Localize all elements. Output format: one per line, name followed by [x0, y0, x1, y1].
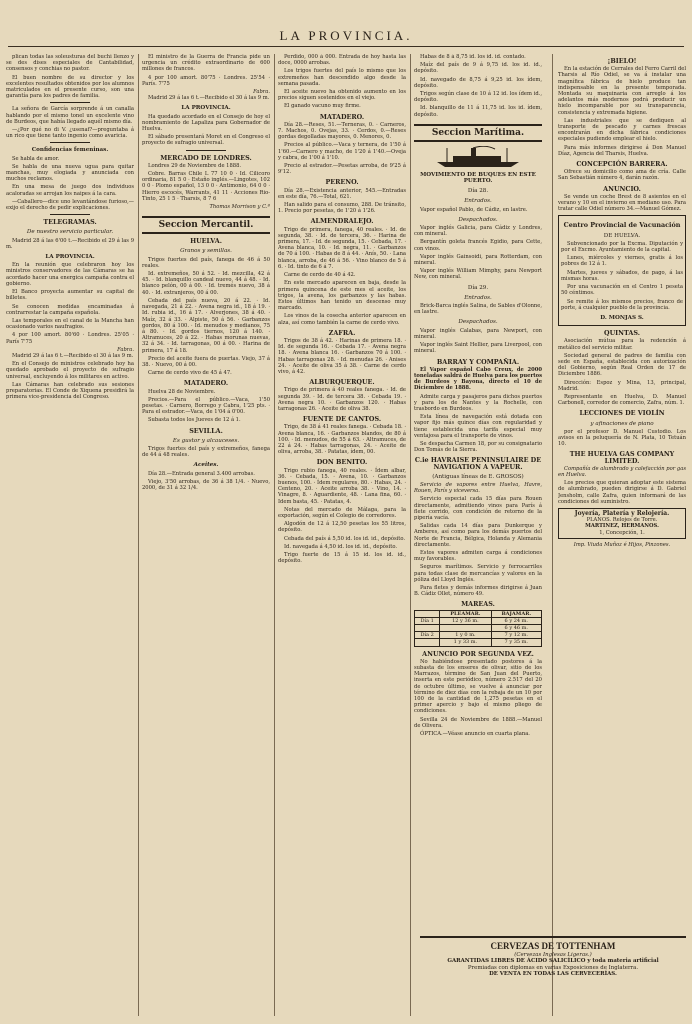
paragraph: Se habla de amor. — [12, 155, 60, 162]
paragraph: Id. navegada á 4,50 id. los id. id., depósito. — [284, 543, 398, 550]
tide-row — [415, 617, 542, 624]
paragraph: Notas del mercado de Málaga, para la exportación, según el Colegio de corredores. — [278, 506, 406, 519]
signature: Fabra. — [117, 346, 134, 353]
section-subheading: Despachados. — [458, 216, 498, 223]
paragraph: Carne de cerdo vivo de 45 á 47. — [148, 370, 232, 377]
tide-col-high: PLEAMAR. — [440, 610, 491, 617]
section-banner: Seccion Marítima. — [414, 124, 542, 142]
paragraph: Para más informes dirigirse á Don Manuel Díaz, Agencia del Tharsis, Huelva. — [558, 144, 686, 157]
ad-subtitle: PLANOS. Relojes de Torre. — [586, 517, 658, 524]
section-heading: MAREAS. — [461, 600, 495, 609]
paragraph: Se habla de una nueva ugua para quitar manchas, muy elogiada y anunciada con muchos reclamos. — [6, 163, 134, 183]
paragraph: Compañía de alumbrado y calefacción por gas en Huelva. — [558, 465, 686, 478]
section-heading: LA PROVINCIA. — [181, 105, 231, 112]
paragraph: Brick-Barca inglés Salina, de Sables d'Olonne, en lastre. — [414, 303, 542, 316]
date-heading: Día 28. — [467, 188, 489, 195]
paragraph: Esta línea de navegación está dotada con vapor fijo más quince días con regularidad y tiene establecida una tarifa especial muy ventajosa para el transporte de vinos. — [414, 414, 542, 439]
paragraph: Las industriales que se dediquen al transporte de pescado y carnes frescas encontrarán en dicha fábrica condiciones especiales pudiendo emplear el hielo. — [558, 117, 686, 143]
section-heading: ALMENDRALEJO. — [310, 217, 374, 226]
paragraph: En la reunión que celebraron hoy los ministros conservadores de las Cámaras se ha acordado hacer una energica campaña contra el gobierno. — [6, 262, 134, 287]
paragraph: Huelva 28 de Noviembre. — [148, 388, 216, 395]
section-banner: Seccion Mercantil. — [142, 216, 270, 234]
paragraph: En el Consejo de ministros celebrado hoy ha quedado aprobado el proyecto de sufragio universal, excluyendo á los militares en activo. — [6, 361, 134, 380]
paragraph: Vapor español Pablo, de Cádiz, en lastre. — [420, 206, 528, 213]
tide-cell: 7 y 35 m. — [491, 639, 541, 646]
paragraph: ÓPTICA.—Véase anuncio en cuarta plana. — [420, 731, 530, 738]
paragraph: Las Cámaras han celebrado sus sesiones preparatorias. El Conde de Xiquena presidirá la primera vice-presidencia del Congreso. — [6, 381, 134, 401]
paragraph: Vapor inglés Gainsoidi, para Rotterdam, con mineral. — [414, 253, 542, 267]
tide-table-header — [415, 610, 542, 617]
jewelry-ad — [558, 508, 686, 539]
column-divider — [410, 54, 411, 1016]
section-heading: Confidencias femeninas. — [31, 147, 109, 154]
price-list: Trigo rubio fanega, 40 reales. · Ídem albar, 36. · Cebada, 15. · Avena, 10. · Garbanzos buenos, 100. · Ídem regulares, 80. · Habas, 24. · Centeno, 20. · Aceite arroba 38. · Vino, 14. · Vinagre, 8. · Aguardiente, 48. · Lana fina, 60. · Idem basta, 45. · Patatas, 4. — [278, 467, 406, 505]
paragraph: El Vapor español Cabo Creux, de 2000 toneladas saldrá de Huelva para los puertos de Burdeos y Bayona, directo el 10 de Diciembre de 1888. — [414, 366, 542, 392]
section-heading: C.ie HAVRAISE PENINSULAIRE DE NAVIGATION A VAPEUR. — [414, 456, 542, 471]
paragraph: Precio del aceite fuera de puertas. Viejo, 37 á 38. · Nuevo, 00 á 00. — [142, 355, 270, 368]
paragraph: No habiéndose presentado postores á la subasta de los enseres de olivar, sitio de los Marrazos, término de San Juan del Puerto, inserta en este periódico, número 2.517 del 20 de octubre último, se vuelve á anunciar por término de diez días con la rebaja de un 10 por 100 de la cantidad de 1,275 pesetas en el primer apercio y bajo el mismo pliego de condiciones. — [414, 658, 542, 715]
vaccination-ad — [558, 215, 686, 326]
section-subheading: De nuestro servicio particular. — [26, 229, 114, 236]
section-heading: ANUNCIO POR SEGUNDA VEZ. — [422, 649, 534, 658]
paragraph: Trigos fuertes del país, fanega de 46 á 50 reales. — [142, 256, 270, 269]
tide-col-day — [415, 610, 440, 617]
quotes-line: 4 por 100 amort. 80'60 · Londres. 25'05 · París 7'75 — [6, 332, 134, 345]
paragraph: El aceite nuevo ha obtenido aumento en los precios siguen sostenidos en el viejo. — [278, 89, 406, 102]
paragraph: Día 28.—Entrada general 3.400 arrobas. — [148, 470, 255, 477]
newspaper-title: LA PROVINCIA. — [279, 28, 413, 43]
paragraph: En una mesa de juego dos individuos acaloradas se arrojan los naipes á la cara. — [6, 184, 134, 197]
column-divider — [138, 54, 139, 1016]
section-heading: FUENTE DE CANTOS. — [302, 415, 382, 424]
section-heading: MATADERO. — [319, 112, 365, 121]
paragraph: En este mercado aparecen en baja, desde la primera quincena de este mes el aceite, los trigos, la avena, los garbanzos y las habas. Estos últimos han tenido un descenso muy marcado. — [278, 280, 406, 312]
paragraph: Viejo, 3'50 arrobas, de 36 á 38 1/4. · Nuevo, 2000, de 31 á 32 1/4. — [142, 478, 270, 491]
paragraph: Id. blanquillo de 11 á 11,75 id. los id. ídem, depósito. — [414, 105, 542, 118]
tide-cell — [440, 625, 491, 632]
section-heading: QUINTAS. — [604, 329, 640, 338]
paragraph: El ganado vacuno muy firme. — [284, 103, 361, 110]
tide-row — [415, 639, 542, 646]
paragraph: Seguros marítimos. Servicio y ferrocarriles para todas clase de mercancías y valores en la póliza del Lloyd Inglés. — [414, 564, 542, 583]
section-heading: ZAFRA. — [328, 328, 356, 337]
section-subheading: (Antiguas líneas de E. GROSOS) — [432, 473, 524, 480]
tide-row — [415, 632, 542, 639]
paragraph: En la estación de Cerrales del Ferro Carril del Tharsis al Río Odiel, se va á instalar una magnífica fábrica de hielo produce tan indispensable en la presente temporada. Montada su maquinaria con arreglo á los adelantos más modernos podrá producir un hielo incomparable por su transparencia, consistencia y extremada higiene. — [558, 66, 686, 116]
steamship-icon — [433, 146, 523, 168]
paragraph: Servicio de vapores entre Huelva, Havre, Rouen, París y viceversa. — [414, 481, 542, 495]
section-heading: ¡BIELO! — [607, 57, 637, 65]
paragraph: Los precios que quieran adoptar este sistema de alumbrado, pueden dirigirse á D. Gabriel Jensholm, calle Zafra, quien informará de las condiciones del suministro. — [558, 480, 686, 505]
tide-cell: 6 y 46 m. — [491, 625, 541, 632]
paragraph: Día 28.—Reses, 51.—Terneras, 0. · Carneros, 7. Machos, 0. Ovejas, 33. · Cerdos, 0.—Reses gordas degolladas mayores, 0. Menores, 0. — [278, 121, 406, 141]
section-heading: CONCEPCIÓN BARRERA. — [576, 160, 668, 169]
paragraph: Sociedad general de padres de familia con sede en España, establecida con autorización del Gobierno, según Real Orden de 17 de Diciembre 1886. — [558, 352, 686, 378]
column-5 — [558, 54, 686, 932]
divider — [50, 102, 90, 103]
ad-line: Premiadas con diplomas en varias Exposiciones de Inglaterra. — [467, 964, 639, 971]
section-subheading: Despachados. — [458, 319, 498, 326]
tide-cell: Día 1 — [415, 617, 440, 624]
paragraph: Han salido para el consumo, 288. De tránsito, 1. Precio por pesetas, de 1'20 á 1'26. — [278, 202, 406, 215]
paragraph: Madrid 29 á las 6 t.—Recibido el 30 á las 9 m. — [148, 95, 270, 102]
paragraph: Servicio especial cada 15 días para Rouen directamente, admitiendo vinos para París á flete corrido, con condición de retorno de la pipería vacía. — [414, 496, 542, 521]
ad-line: DE VENTA EN TODAS LAS CERVECERÍAS. — [489, 971, 617, 978]
paragraph: Se despacha Carmen 18, por su consignatario Don Tomás de la Sierra. — [414, 440, 542, 454]
section-heading: ANUNCIO. — [603, 184, 641, 193]
divider — [50, 214, 90, 215]
column-2 — [142, 54, 270, 1016]
masthead — [0, 0, 692, 44]
paragraph: Londres 29 de Noviembre de 1888. — [148, 162, 242, 169]
price-list: Trigo, de 38 á 41 reales fanega. · Cebada 18. · Avena blanca, 16. · Garbanzos blandos, de 80 á 100. · Id. menudos, de 55 á 63. · Altramuces, de 22 á 24. · Habas tarragonas, 24. · Aceite de oliva, arroba, 38. · Patatas, ídem, 00. — [278, 424, 406, 456]
paragraph: Para fletes y demás informes dirigirse á Juan B. Cádiz Ollet, número 49. — [414, 585, 542, 598]
paragraph: Trigo fuerte de 15 á 15 id. los id. id., depósito. — [278, 552, 406, 565]
paragraph: Dirección: Espoz y Mina, 13, principal, Madrid. — [558, 379, 686, 392]
paragraph: Maíz del país de 9 á 9,75 id. los id. id., depósito. — [414, 62, 542, 75]
section-heading: DON BENITO. — [316, 458, 368, 467]
paragraph: El Banco proyecta aumentar su capital de billetes. — [6, 289, 134, 302]
paragraph: Subvencionado por la Excma. Diputación y por el Excmo. Ayuntamiento de la capital. — [561, 240, 683, 254]
paragraph: Por una vacunación en el Centro 1 peseta 50 céntimos. — [561, 284, 683, 297]
tide-cell: 7 y 12 m. — [491, 632, 541, 639]
divider — [420, 936, 686, 938]
paragraph: Asociación mútua para la redención á metálico del servicio militar. — [558, 338, 686, 351]
paragraph: El sábado presentará Moret en el Congreso el proyecto de sufragio universal. — [142, 134, 270, 147]
paragraph: Trigos fuertes del país y extremeños, fanega de 44 á 48 reales. — [142, 445, 270, 459]
paragraph: Vapor inglés Calabas, para Newport, con mineral. — [414, 327, 542, 340]
date-heading: Día 29. — [467, 284, 489, 291]
section-heading: MATADERO. — [183, 379, 229, 388]
paragraph: Precios.—Para el público.—Vaca, 1'50 pesetas. · Carnero, Borrego y Cabra, 1'25 pts. · Para el estrador.—Vaca, de 1'04 á 0'00. — [142, 396, 270, 416]
signature: D. MONJAS S. — [600, 314, 644, 321]
tide-cell: Día 2 — [415, 632, 440, 639]
tide-cell — [415, 625, 440, 632]
column-4 — [414, 54, 542, 932]
ad-title: CERVEZAS DE TOTTENHAM — [490, 941, 616, 951]
price-list: Trigos de 38 á 42. · Harinas de primera 18. · Id. de segunda 16. · Cebada 17. · Avena negra 18. · Avena blanca 16. · Garbanzos 70 á 100. · Habas tarragonas 28. · Id. menudas 26. · Anises 24. · Aceite de oliva 35 á 38. · Carne de cerdo vivo, á 42. — [278, 337, 406, 375]
ad-name: MARTINEZ, HERMANOS. — [585, 523, 659, 530]
paragraph: Perdido, 000 á 000. Entrada de hoy hasta las doce, 0000 arrobas. — [278, 54, 406, 67]
price-list: Id. extremeños, 50 á 52. · Id. mezcilla, 42 á 45. · Id. blanquillo candeal nuevo, 44 á 48. · Id. blanco pelón, 00 á 00. · Id. tremés nuevo, 38 á 40. · Id. extranjeros, 00 á 00. — [142, 271, 270, 296]
tide-cell: 1 y 33 m. — [440, 639, 491, 646]
paragraph: Se vende un coche Brest de 8 asientos en el verano y 10 en el invierno en mediano uso. Para tratar calle Odiel número 34.—Manuel Gómez. — [558, 193, 686, 213]
tide-row — [415, 625, 542, 632]
paragraph: Admite carga y pasajeros para dichos puertos y para los de Nantes y la Rochelle, con trasbordo en Burdeos. — [414, 393, 542, 412]
ad-subtitle: (Cervezas Inglesas Ligeras.) — [514, 952, 592, 958]
paragraph: Los vinos de la cosecha anterior aparecen en alza, así como también la carne de cerdo vivo. — [278, 313, 406, 326]
price-list: Cobre. Barras Chile L 77 10 0 · Id. Cilicoro ordinaria, 81 5 0 · Estaño inglés.—Lingotes, 102 0 0 · Plomo español, 13 0 0 · Antimonio, 64 0 0 · Hierro escocés, Warrants, 41 11 · Acciones Rio-Tinto, 25 1 5 · Tharsis, 8 7 6 — [142, 171, 270, 202]
beer-advertisement — [420, 936, 686, 1016]
column-divider — [274, 54, 275, 1016]
paragraph: Algodón de 12 á 12,50 pesetas los 55 litros, depósito. — [278, 521, 406, 534]
paragraph: Los trigos fuertes del país lo mismo que los extremeños han descendido algo desde la semana pasada. — [278, 68, 406, 87]
ad-address: 1, Concepción, 1. — [599, 529, 645, 536]
paragraph: Las temporales en el canal de la Mancha han ocasionado varios naufragios. — [6, 317, 134, 331]
section-heading: HUELVA. — [190, 237, 222, 246]
paragraph: Salidas cada 14 días para Dunkerque y Amberes, así como para los demás puertos del Norte de Francia, Bélgica, Holanda y Alemania directamente. — [414, 523, 542, 548]
tide-cell: 12 y 36 m. — [440, 617, 491, 624]
divider — [50, 142, 90, 143]
paragraph: plican todas las soleusturas del buchi llenzo y se des dises especiales de Cantabilidad, consensos y conchias no pastor. — [6, 54, 134, 73]
paragraph: Madrid 28 á las 6'00 t.—Recibido el 29 á las 9 m. — [6, 237, 134, 250]
section-heading: PERENO. — [325, 178, 359, 187]
section-heading: LA PROVINCIA. — [45, 254, 95, 261]
section-subheading: Es gustor y alcauceses. — [172, 437, 240, 444]
paragraph: La señora de García sorprende á un canalla hablando por el mismo tonel un excelente vino de Burdeos, que había llegado aquél mismo día. — [6, 106, 134, 125]
paragraph: Precios al público.—Vaca y ternera, de 1'50 á 1'60.—Carnero y macho, de 1'20 á 1'40.—Oveja y cabra, de 1'00 á 1'10. — [278, 142, 406, 161]
imprint: Imp. Viuda Muñoz é Hijos, Pinzones. — [573, 541, 671, 548]
section-subheading: Entrados. — [464, 198, 492, 205]
ad-title: Joyería, Platería y Relojería. — [574, 509, 670, 517]
section-subheading: y afinaciones de piano — [590, 420, 654, 427]
paragraph: El buen nombre de su director y los excelentes resultados obtenidos por los alumnos matriculados en el presente curso, son una garantía para los padres de familia. — [6, 74, 134, 100]
paragraph: Ha quedado acordado en el Consejo de hoy el nombramiento de Lapaliza para Gobernador de Huelva. — [142, 113, 270, 133]
paragraph: Martes, jueves y sábados, de pago, á las mismas horas. — [561, 269, 683, 282]
section-heading: MOVIMIENTO DE BUQUES EN ESTE PUERTO. — [420, 171, 536, 185]
paragraph: por el profesor D. Manuel Custodio. Los avisos en la peluquería de N. Plata, 10 Tetuán 10. — [558, 428, 686, 448]
section-heading: MERCADO DE LONDRES. — [160, 153, 252, 162]
section-heading: Aceites. — [193, 462, 219, 469]
section-heading: SEVILLA. — [189, 426, 223, 435]
section-heading: BARRAY Y COMPAÑIA. — [436, 357, 520, 366]
paragraph: —¿Por qué no di V. ¿usenaf?—preguntaba á un rico que tiene tanto ingenio como avaricia. — [6, 127, 134, 140]
paragraph: Subasta todos los Jueves de 12 á 1. — [148, 417, 241, 424]
section-heading: LECCIONES DE VIOLÍN — [579, 409, 665, 418]
paragraph: Vapor inglés Saint Hellier, para Liverpool, con mineral. — [414, 342, 542, 355]
paragraph: Lunes, miércoles y viernes, gratis á los pobres de 12 á 1. — [561, 255, 683, 268]
paragraph: Ofrece su domicilio como ama de cría. Calle San Sebastián número 4, darán razón. — [558, 169, 686, 182]
quotes-line: 4 por 100 amort. 80'75 · Londres. 25'54 · París. 7'75 — [142, 74, 270, 87]
divider — [186, 150, 226, 151]
column-3 — [278, 54, 406, 1016]
paragraph: Vapor inglés William Mimphy, para Newport New, con mineral. — [414, 268, 542, 281]
paragraph: Madrid 29 á las 6 t.—Recibido el 30 á las 9 m. — [12, 352, 134, 359]
paragraph: Trigos según clase de 10 á 12 id. los ídem id., depósito. — [414, 91, 542, 104]
paragraph: Vapor inglés Galicia, para Cádiz y Londres, con mineral. — [414, 225, 542, 238]
paragraph: Se remite á los mismos precios, franco de porte, á cualquier pueblo de la provincia. — [561, 298, 683, 311]
price-list: Trigo de primera á 40 reales fanega. · Id. de segunda 39. · Id. de tercera 38. · Cebada 19. · Avena negra 10. · Garbanzos 120. · Habas tarragonas 26. · Aceite de oliva 38. — [278, 387, 406, 412]
paragraph: Estos vapores admiten carga á condiciones muy favorables. — [414, 549, 542, 563]
tide-table — [414, 610, 542, 647]
column-divider — [552, 54, 553, 1016]
paragraph: Sevilla 24 de Noviembre de 1888.—Manuel de Olivera. — [414, 716, 542, 729]
masthead-rule — [8, 46, 684, 47]
section-heading: TELEGRAMAS. — [43, 218, 97, 227]
signature: Fabra. — [253, 89, 270, 96]
signature: Thomas Morrison y C.ª — [209, 204, 270, 211]
paragraph: Se conocen medidas encaminadas á contrarrestar la campaña española. — [6, 303, 134, 316]
section-heading: THE HUELVA GAS COMPANY LIMITED. — [569, 450, 675, 465]
paragraph: Id. navegado de 8,75 á 9,25 id. los ídem, depósito. — [414, 76, 542, 89]
paragraph: El ministro de la Guerra de Francia pide un urgencia un crédito extraordinario de 600 millones de francos. — [142, 54, 270, 73]
paragraph: —Caballero—dice uno levantándose furioso,—exijo el derecho de pedir explicaciones. — [6, 198, 134, 212]
tide-col-low: BAJAMAR. — [491, 610, 541, 617]
price-list: Cebada del país nueva, 20 á 22. · Id. navegada, 21 á 22. · Avena negra id., 18 á 19. · Id. rubia id., 16 á 17. · Alverjones, 38 á 40. · Maíz, 32 á 33. · Alpiste, 50 á 56. · Garbanzos gordos, 80 á 100. · Id. menudos y medianos, 75 á 80. · Id. gordos tiernos, 120 á 140. · Altramuces, 20 á 22. · Habas morunas nuevas, 32 á 34. · Id. tarragonas, 00 á 00. · Harina de primera, 17 á 18. — [142, 297, 270, 354]
tide-cell — [415, 639, 440, 646]
paragraph: Carne de cerdo de 40 á 42. — [284, 272, 356, 279]
paragraph: Bergantín goleta francés Egidio, para Cette, con vinos. — [414, 239, 542, 252]
section-subheading: Granos y semillas. — [180, 248, 232, 255]
paragraph: Precio al estrador.—Pesetas arroba, de 9'25 á 9'12. — [278, 163, 406, 176]
paragraph: Cebada del país á 5,50 id. los id. id., depósito. — [284, 535, 406, 542]
section-heading: ALBURQUERQUE. — [309, 378, 375, 387]
column-1 — [6, 54, 134, 1016]
paragraph: Representante en Huelva, D. Manuel Carbonell, corredor de comercio, Zafra, núm. 1. — [558, 393, 686, 407]
ad-line: GARANTIDAS LIBRES DE ÁCIDO SALICÍLICO y toda materia artificial — [447, 958, 659, 965]
tide-cell: 1 y 0 m. — [440, 632, 491, 639]
section-subheading: Entrados. — [464, 294, 492, 301]
section-subheading: DE HUELVA. — [603, 232, 641, 239]
price-list: Trigo de primera, fanega, 40 reales. · Id. de segunda, 38. · Id. de tercera, 36. · Harina de primera, 17. · Id. de segunda, 15. · Cebada, 17. · Avena blanca, 10. · Id. negra, 11. · Garbanzos de 70 á 100. · Habas de 8 á 44. · Anís, 50. · Lana blanca, arroba, de 46 á 56. · Vino blanco de 5 á 6. · Id. tinto de 6 á 7. — [278, 226, 406, 270]
paragraph: Día 28.—Existencia anterior, 545.—Entradas en este día, 76.—Total, 621. — [278, 187, 406, 200]
paragraph: Habas de 8 á 8,75 id. los id. id. contado. — [420, 54, 526, 60]
section-heading: Centro Provincial de Vacunación — [563, 221, 681, 230]
tide-cell: 6 y 24 m. — [491, 617, 541, 624]
